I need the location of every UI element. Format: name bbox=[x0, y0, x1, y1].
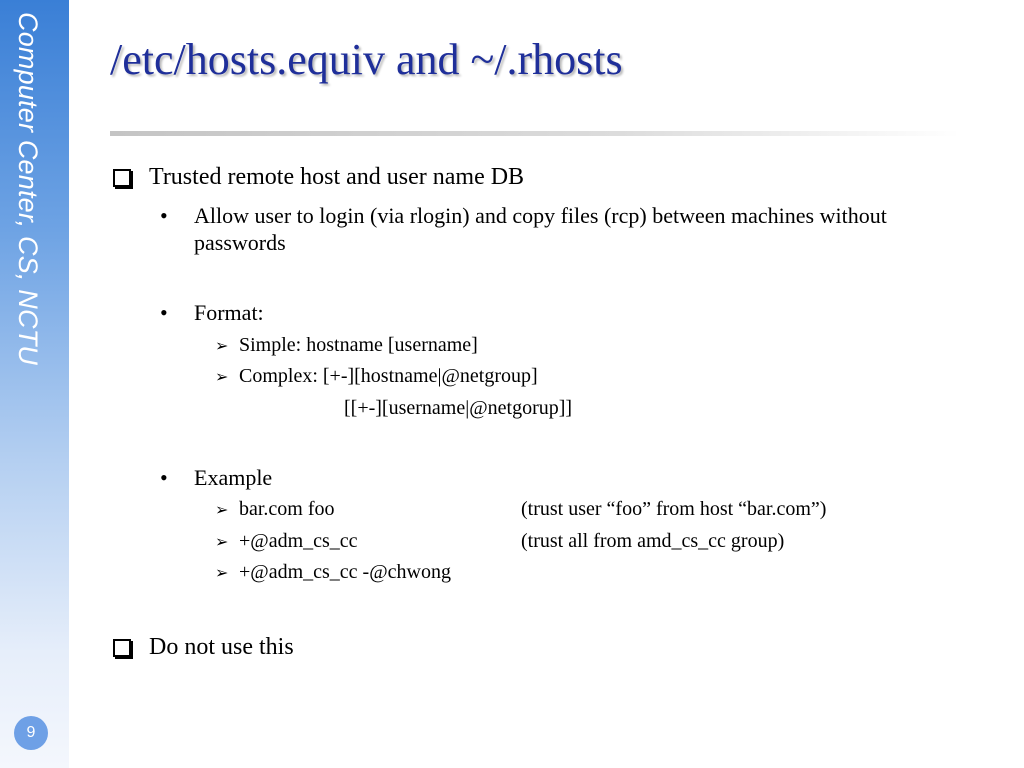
list-item-simple bbox=[215, 334, 478, 357]
title-divider bbox=[110, 131, 960, 136]
list-item-donot bbox=[113, 634, 294, 661]
list-item-allow bbox=[160, 202, 934, 256]
item-note: (trust user “foo” from host “bar.com”) bbox=[521, 498, 827, 520]
item-text: +@adm_cs_cc bbox=[239, 530, 358, 552]
sidebar-text: Computer Center, CS, NCTU bbox=[13, 12, 43, 366]
slide-title: /etc/hosts.equiv and ~/.rhosts bbox=[110, 35, 623, 84]
item-text: Simple: hostname [username] bbox=[239, 334, 478, 356]
dot-bullet: • bbox=[160, 300, 168, 325]
list-item-trusted bbox=[113, 164, 524, 191]
checkbox-bullet-icon bbox=[113, 169, 131, 187]
list-item-example-2 bbox=[215, 530, 785, 553]
sidebar bbox=[0, 0, 69, 768]
arrow-bullet-icon: ➢ bbox=[215, 565, 229, 582]
item-text: Complex: [+-][hostname|@netgroup] bbox=[239, 365, 538, 387]
item-text: [[+-][username|@netgorup]] bbox=[344, 397, 573, 419]
item-text: Allow user to login (via rlogin) and copy files (rcp) between machines without passwords bbox=[194, 203, 887, 255]
item-text: Format: bbox=[194, 300, 264, 325]
item-text: Trusted remote host and user name DB bbox=[149, 164, 525, 190]
arrow-bullet-icon: ➢ bbox=[215, 369, 229, 386]
list-item-complex bbox=[215, 365, 538, 388]
item-text: Example bbox=[194, 465, 273, 490]
dot-bullet: • bbox=[160, 203, 168, 228]
arrow-bullet-icon: ➢ bbox=[215, 502, 229, 519]
dot-bullet: • bbox=[160, 465, 168, 490]
arrow-bullet-icon: ➢ bbox=[215, 534, 229, 551]
list-item-example-1 bbox=[215, 498, 827, 521]
arrow-bullet-icon: ➢ bbox=[215, 338, 229, 355]
item-note: (trust all from amd_cs_cc group) bbox=[521, 530, 785, 552]
item-text: Do not use this bbox=[149, 634, 294, 660]
item-text: +@adm_cs_cc -@chwong bbox=[239, 561, 451, 583]
list-item-format bbox=[160, 299, 934, 326]
item-text: bar.com foo bbox=[239, 498, 335, 520]
list-item-complex-cont bbox=[344, 397, 572, 420]
list-item-example bbox=[160, 464, 934, 491]
list-item-example-3 bbox=[215, 561, 451, 584]
page-number-badge: 9 bbox=[14, 716, 48, 750]
checkbox-bullet-icon bbox=[113, 639, 131, 657]
